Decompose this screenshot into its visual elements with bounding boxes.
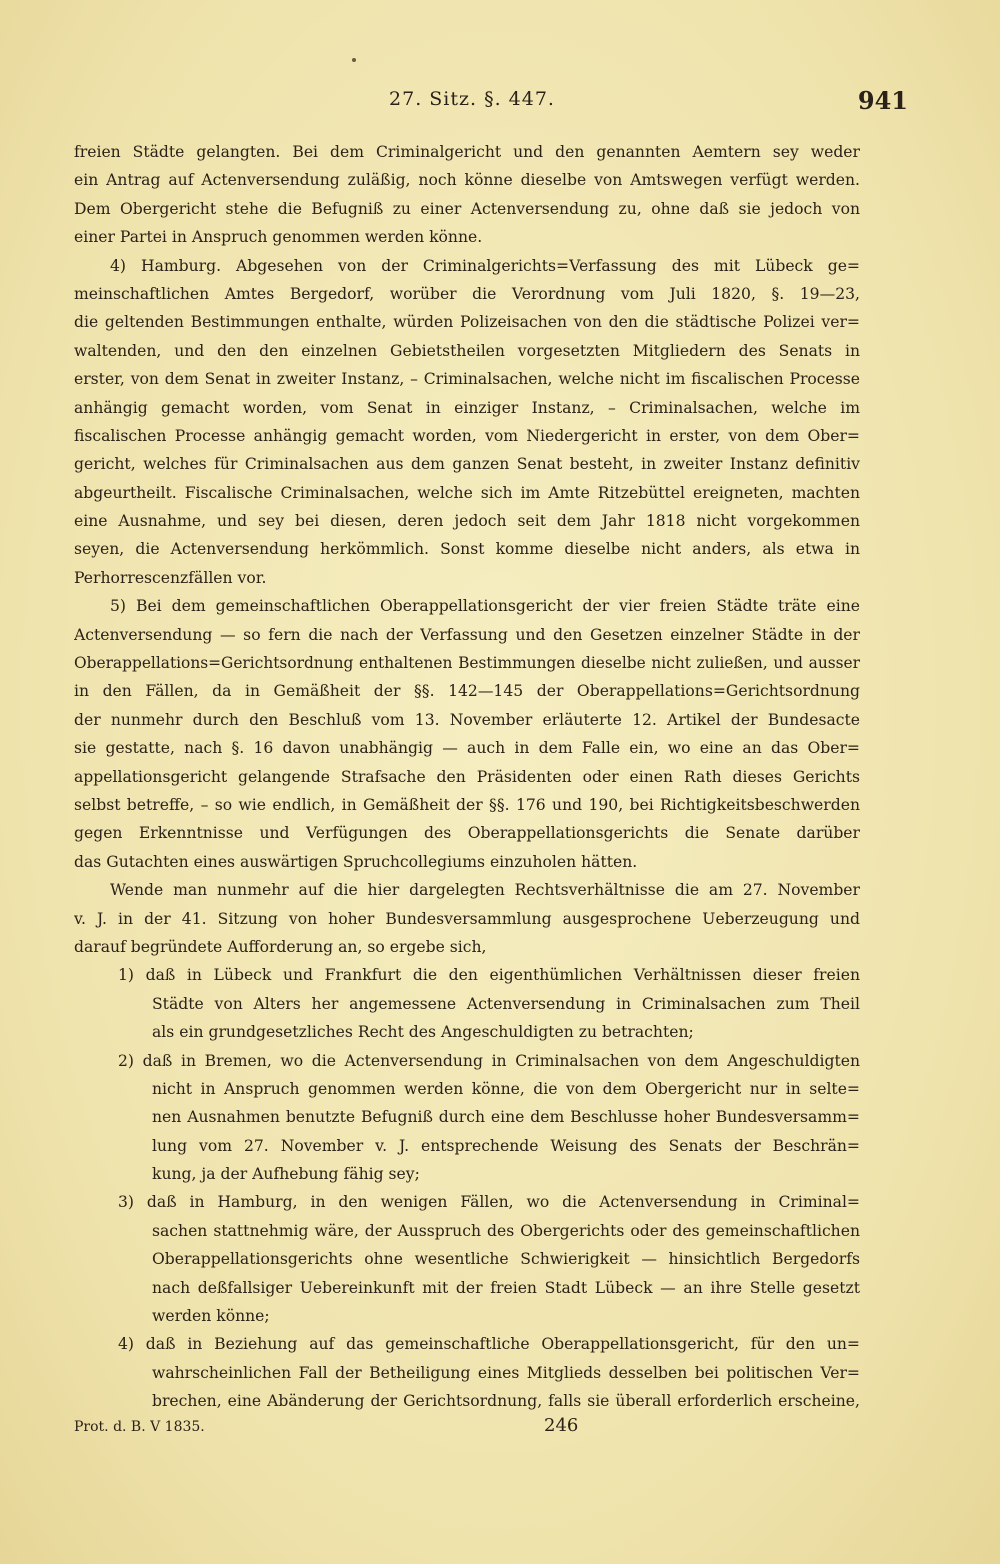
running-head: 27. Sitz. §. 447.	[389, 88, 555, 110]
ink-spot	[352, 58, 356, 62]
text-line: sie gestatte, nach §. 16 davon unabhängig — auch in dem Falle ein, wo eine an das Ober=	[74, 739, 860, 758]
text-line: als ein grundgesetzliches Recht des Angeschuldigten zu betrachten;	[152, 1023, 694, 1042]
text-line: seyen, die Actenversendung herkömmlich. Sonst komme dieselbe nicht anders, als etwa in	[74, 540, 860, 559]
text-line: abgeurtheilt. Fiscalische Criminalsachen, welche sich im Amte Ritzebüttel ereigneten, machten	[74, 483, 860, 502]
text-line: Actenversendung — so fern die nach der Verfassung und den Gesetzen einzelner Städte in der	[74, 625, 860, 644]
text-line: nach deßfallsiger Uebereinkunft mit der freien Stadt Lübeck — an ihre Stelle gesetzt	[152, 1278, 860, 1297]
text-line: einer Partei in Anspruch genommen werden könne.	[74, 228, 483, 247]
text-line: appellationsgericht gelangende Strafsache den Präsidenten oder einen Rath dieses Gerichts	[74, 767, 860, 786]
text-line: fiscalischen Processe anhängig gemacht worden, vom Niedergericht in erster, von dem Ober=	[74, 426, 860, 445]
page-footer	[74, 1415, 860, 1445]
text-line: v. J. in der 41. Sitzung von hoher Bundesversammlung ausgesprochene Ueberzeugung und	[74, 909, 860, 928]
text-line: wahrscheinlichen Fall der Betheiligung eines Mitglieds desselben bei politischen Ver=	[152, 1363, 860, 1382]
text-line: Oberappellationsgerichts ohne wesentliche Schwierigkeit — hinsichtlich Bergedorfs	[152, 1250, 860, 1269]
text-line: nen Ausnahmen benutzte Befugniß durch eine dem Beschlusse hoher Bundesversamm=	[152, 1108, 860, 1127]
text-line: gericht, welches für Criminalsachen aus dem ganzen Senat besteht, in zweiter Instanz definitiv	[74, 455, 860, 474]
text-line: gegen Erkenntnisse und Verfügungen des Oberappellationsgerichts die Senate darüber	[74, 824, 860, 843]
text-line: die geltenden Bestimmungen enthalte, würden Polizeisachen von den die städtische Polizei ver=	[74, 313, 860, 332]
text-line: lung vom 27. November v. J. entsprechende Weisung des Senats der Beschrän=	[152, 1136, 860, 1155]
text-line: ein Antrag auf Actenversendung zuläßig, noch könne dieselbe von Amtswegen verfügt werden.	[74, 171, 860, 190]
text-line: erster, von dem Senat in zweiter Instanz, – Criminalsachen, welche nicht im fiscalischen Processe	[74, 370, 860, 389]
text-line: Dem Obergericht stehe die Befugniß zu einer Actenversendung zu, ohne daß sie jedoch von	[74, 199, 860, 218]
text-line: werden könne;	[152, 1307, 270, 1326]
page-number: 941	[857, 86, 908, 115]
text-line: der nunmehr durch den Beschluß vom 13. November erläuterte 12. Artikel der Bundesacte	[74, 710, 860, 729]
text-line: 3) daß in Hamburg, in den wenigen Fällen, wo die Actenversendung in Criminal=	[118, 1193, 860, 1212]
sheet-number: 246	[544, 1415, 579, 1436]
text-line: meinschaftlichen Amtes Bergedorf, worüber die Verordnung vom Juli 1820, §. 19—23,	[74, 284, 860, 303]
text-line: 4) daß in Beziehung auf das gemeinschaftliche Oberappellationsgericht, für den un=	[118, 1335, 860, 1354]
text-line: nicht in Anspruch genommen werden könne, die von dem Obergericht nur in selte=	[152, 1079, 860, 1098]
page-header	[72, 86, 908, 128]
text-line: kung, ja der Aufhebung fähig sey;	[152, 1165, 420, 1184]
text-line: Städte von Alters her angemessene Actenversendung in Criminalsachen zum Theil	[152, 994, 860, 1013]
signature-mark: Prot. d. B. V 1835.	[74, 1419, 205, 1435]
text-line: in den Fällen, da in Gemäßheit der §§. 142—145 der Oberappellations=Gerichtsordnung	[74, 682, 860, 701]
text-line: eine Ausnahme, und sey bei diesen, deren jedoch seit dem Jahr 1818 nicht vorgekommen	[74, 512, 860, 531]
text-line: Oberappellations=Gerichtsordnung enthaltenen Bestimmungen dieselbe nicht zuließen, und ausser	[74, 654, 860, 673]
text-line: sachen stattnehmig wäre, der Ausspruch des Obergerichts oder des gemeinschaftlichen	[152, 1221, 860, 1240]
text-line: anhängig gemacht worden, vom Senat in einziger Instanz, – Criminalsachen, welche im	[74, 398, 860, 417]
text-line: selbst betreffe, – so wie endlich, in Gemäßheit der §§. 176 und 190, bei Richtigkeitsbeschwerden	[74, 795, 860, 814]
text-line: darauf begründete Aufforderung an, so ergebe sich,	[74, 937, 487, 956]
text-line: das Gutachten eines auswärtigen Spruchcollegiums einzuholen hätten.	[74, 852, 638, 871]
text-line: 4) Hamburg. Abgesehen von der Criminalgerichts=Verfassung des mit Lübeck ge=	[110, 256, 860, 275]
text-line: 1) daß in Lübeck und Frankfurt die den eigenthümlichen Verhältnissen dieser freien	[118, 966, 860, 985]
text-line: 2) daß in Bremen, wo die Actenversendung in Criminalsachen von dem Angeschuldigten	[118, 1051, 860, 1070]
text-line: freien Städte gelangten. Bei dem Criminalgericht und den genannten Aemtern sey weder	[74, 143, 860, 161]
text-line: 5) Bei dem gemeinschaftlichen Oberappellationsgericht der vier freien Städte träte eine	[110, 597, 860, 616]
text-line: waltenden, und den den einzelnen Gebietstheilen vorgesetzten Mitgliedern des Senats in	[74, 341, 860, 360]
text-line: Perhorrescenzfällen vor.	[74, 568, 267, 587]
text-line: Wende man nunmehr auf die hier dargelegten Rechtsverhältnisse die am 27. November	[110, 881, 860, 900]
body-text	[74, 138, 860, 1416]
text-line: brechen, eine Abänderung der Gerichtsordnung, falls sie überall erforderlich erscheine,	[152, 1392, 860, 1411]
